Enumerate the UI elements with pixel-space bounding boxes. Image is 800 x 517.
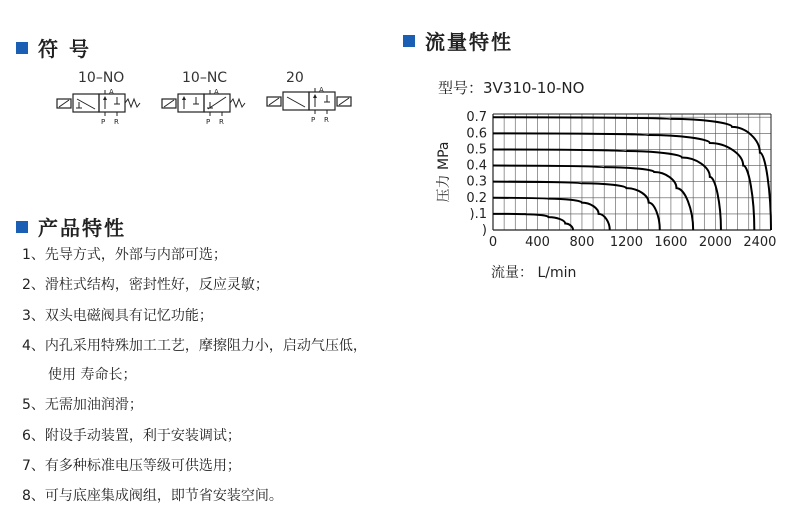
port-p-label: P	[206, 118, 211, 126]
features-title-text: 产品特性	[38, 216, 126, 240]
y-tick-label: )	[481, 223, 487, 238]
flow-chart	[428, 105, 788, 285]
port-a-label: A	[214, 88, 219, 96]
feature-item: 2、滑柱式结构，密封性好，反应灵敏；	[22, 277, 269, 294]
y-tick-label: 0.7	[466, 110, 487, 126]
y-tick-label: 0.5	[466, 142, 487, 158]
port-p-label: P	[311, 116, 316, 124]
flow-title	[403, 26, 513, 55]
series-line	[493, 149, 721, 230]
symbols-title	[16, 33, 91, 62]
valve-symbol-10-nc-icon	[160, 88, 250, 128]
port-r-label: R	[219, 118, 224, 126]
feature-item: 8、可与底座集成阀组，即节省安装空间。	[22, 488, 283, 505]
port-r-label: R	[114, 118, 119, 126]
valve-symbol-10-no-icon	[55, 88, 145, 128]
x-axis-label: 流量： L/min	[491, 265, 577, 281]
feature-item: 3、双头电磁阀具有记忆功能；	[22, 307, 213, 324]
features-title	[16, 212, 126, 241]
section-marker-icon	[16, 42, 28, 54]
symbol-label-10-nc: 10–NC	[182, 70, 228, 86]
port-r-label: R	[324, 116, 329, 124]
feature-item: 5、无需加油润滑；	[22, 397, 143, 414]
symbol-label-10-no: 10–NO	[78, 70, 125, 86]
feature-item: 6、附设手动装置，利于安装调试；	[22, 427, 241, 444]
flow-title-text: 流量特性	[425, 30, 513, 54]
y-tick-label: 0.6	[466, 126, 487, 142]
section-marker-icon	[16, 221, 28, 233]
series-line	[493, 182, 660, 230]
port-p-label: P	[101, 118, 106, 126]
y-tick-label: 0.4	[466, 158, 487, 174]
symbol-label-20: 20	[286, 70, 304, 86]
x-tick-label: 2000	[698, 235, 732, 250]
x-tick-label: 0	[488, 235, 498, 250]
x-tick-label: 2400	[743, 235, 777, 250]
x-tick-label: 1200	[609, 235, 643, 250]
feature-item: 4、内孔采用特殊加工工艺，摩擦阻力小，启动气压低，	[22, 337, 367, 354]
x-tick-label: 1600	[654, 235, 688, 250]
section-marker-icon	[403, 35, 415, 47]
y-axis-label: 压力 MPa	[436, 141, 452, 203]
x-tick-label: 400	[525, 235, 550, 250]
y-tick-label: 0.3	[466, 174, 487, 190]
y-tick-label: 0.2	[466, 190, 487, 206]
symbols-title-text: 符 号	[38, 37, 91, 61]
x-tick-label: 800	[569, 235, 595, 250]
series-line	[493, 214, 573, 230]
features-list	[22, 245, 422, 517]
y-tick-label: ).1	[469, 206, 487, 222]
valve-symbol-20-icon	[265, 86, 355, 126]
port-a-label: A	[109, 88, 114, 96]
feature-item-continuation: 使用 寿命长；	[48, 367, 137, 384]
model-number: 型号：3V310-10-NO	[438, 79, 585, 97]
feature-item: 7、有多种标准电压等级可供选用；	[22, 458, 241, 475]
feature-item: 1、先导方式，外部与内部可选；	[22, 247, 227, 263]
port-a-label: A	[319, 86, 324, 94]
